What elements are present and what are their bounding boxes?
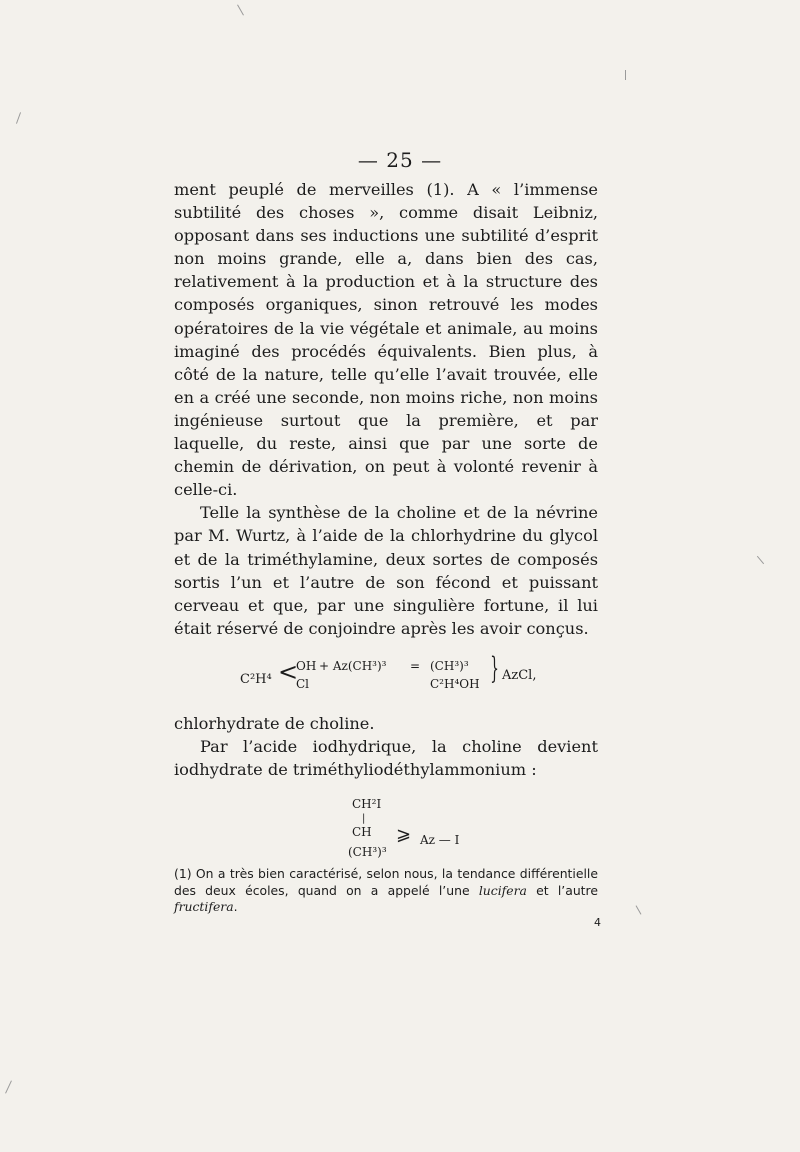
main-text bbox=[174, 178, 598, 877]
formula1-angle: < bbox=[278, 657, 299, 686]
formula1-suffix: AzCl, bbox=[502, 667, 537, 683]
footnote-text-b: et l’autre bbox=[526, 882, 598, 898]
formula2-arrow: ⩾ bbox=[396, 824, 412, 846]
scan-speck bbox=[636, 905, 642, 914]
formula2-line3: (CH³)³ bbox=[348, 845, 387, 860]
footnote-word-fructifera: fructifera bbox=[174, 899, 234, 914]
scan-speck bbox=[237, 5, 244, 16]
formula1-equals: = bbox=[410, 658, 421, 673]
paragraph-3: chlorhydrate de choline. bbox=[174, 713, 375, 733]
paragraph-2: Telle la synthèse de la choline et de la névrine par M. Wurtz, à l’aide de la chlorhydrine du glycol et de la triméthylamine, deux sortes de composés sortis l’un et l’autre de son fécond et puissant cerveau et que, par une singulière fortune, il lui était réservé de conjoindre après les avoir conçus. bbox=[174, 503, 598, 638]
formula1-brace: } bbox=[490, 650, 499, 686]
formula1-left: C²H⁴ bbox=[240, 671, 272, 687]
formula1-cl: Cl bbox=[296, 676, 310, 691]
footnote-text-a: (1) On a très bien caractérisé, selon nous, la tendance différentielle des deux écoles, quand on a appelé l’une bbox=[174, 866, 598, 898]
iodhydrate-formula bbox=[174, 793, 598, 871]
formula1-oh: OH bbox=[296, 658, 317, 673]
scan-speck bbox=[757, 556, 764, 564]
paragraph-4: Par l’acide iodhydrique, la choline devient iodhydrate de triméthyliodéthylammonium : bbox=[174, 736, 598, 780]
footnote-text-c: . bbox=[233, 899, 238, 914]
formula2-line1: CH²I bbox=[352, 797, 382, 812]
scan-speck bbox=[16, 112, 21, 124]
scan-speck bbox=[625, 70, 626, 80]
formula1-right-top: (CH³)³ bbox=[430, 658, 469, 673]
signature-mark: 4 bbox=[594, 916, 601, 929]
scan-speck bbox=[5, 1080, 12, 1093]
page-number-header: — 25 — bbox=[357, 148, 443, 172]
paragraph-1: ment peuplé de merveilles (1). A « l’immense subtilité des choses », comme disait Leibniz, opposant dans ses inductions une subtilité d’esprit non moins grande, elle a, dans bien des cas, relativement à la production et à la structure des composés organiques, sinon retrouvé les modes opératoires de la vie végétale et animale, au moins imaginé des procédés équivalents. Bien plus, à côté de la nature, telle qu’elle l’avait trouvée, elle en a créé une seconde, non moins riche, non moins ingénieuse surtout que la première, et par laquelle, du reste, ainsi que par une sorte de chemin de dérivation, on peut à volonté revenir à celle-ci. bbox=[174, 180, 598, 500]
footnote bbox=[174, 866, 598, 916]
formula1-right-bottom: C²H⁴OH bbox=[430, 676, 480, 691]
footnote-word-lucifera: lucifera bbox=[478, 882, 527, 898]
formula2-line2: CH bbox=[352, 825, 372, 840]
choline-synthesis-formula bbox=[174, 650, 598, 706]
formula1-plus-amine: + Az(CH³)³ bbox=[319, 658, 387, 673]
formula2-suffix: Az — I bbox=[420, 833, 460, 848]
formula2-bond: | bbox=[362, 813, 366, 825]
